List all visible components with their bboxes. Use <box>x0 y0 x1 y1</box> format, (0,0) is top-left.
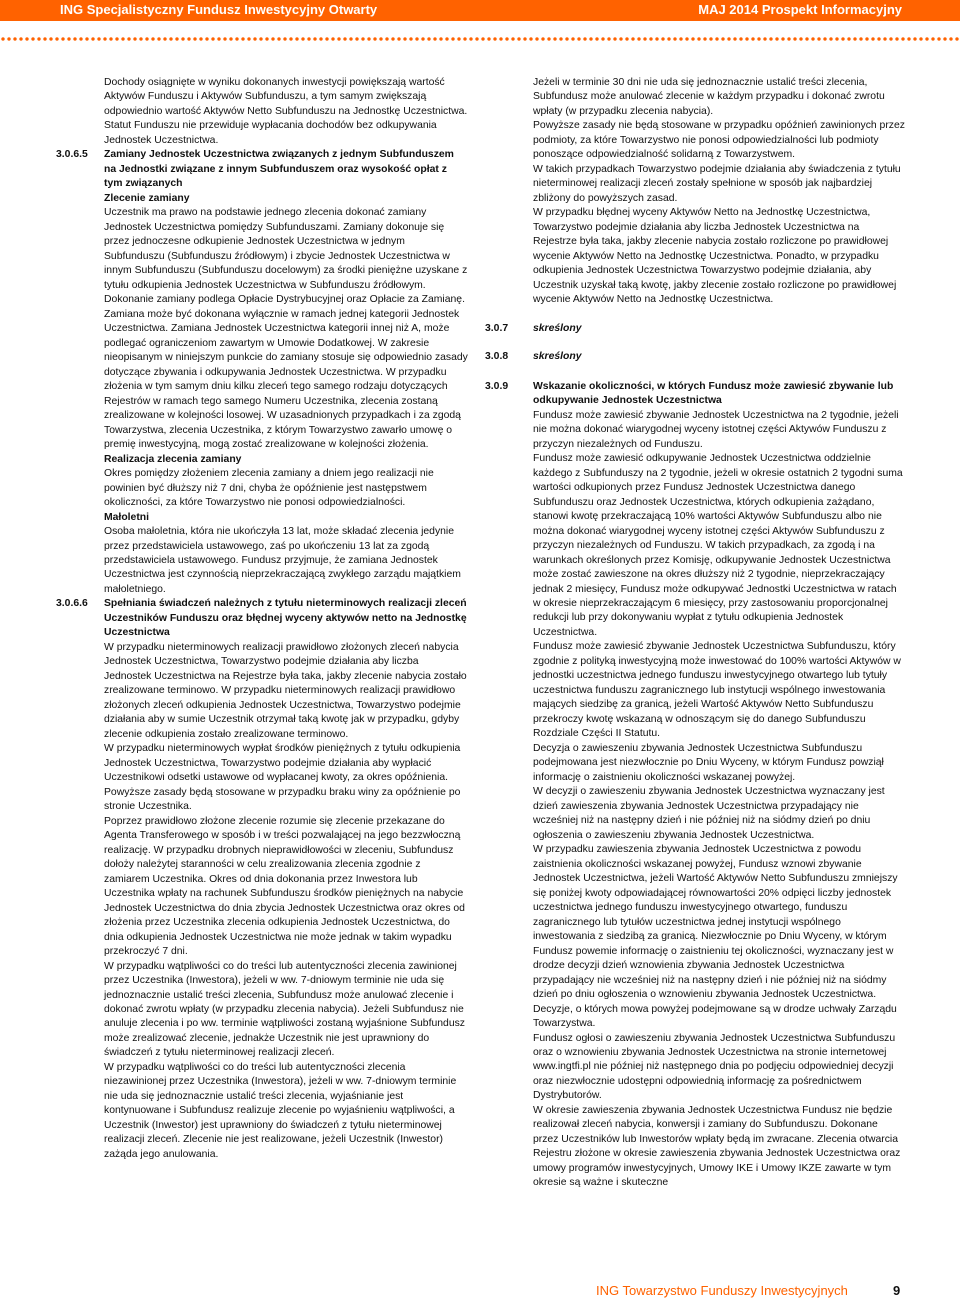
footer-company-name: ING Towarzystwo Funduszy Inwestycyjnych <box>596 1283 848 1298</box>
section-3-0-7 <box>485 322 905 336</box>
paragraph: W przypadku błędnej wyceny Aktywów Netto na Jednostkę Uczestnictwa, Towarzystwo podejmie działania aby liczba Jednostek Uczestnictwa na Rejestrze była taka, jakby zlecenie nabycia zostało rozliczone po prawidłowej wycenie Aktywów Netto na Jednostkę Uczestnictwa. Ponadto, w przypadku odkupienia Jednostek Uczestnictwa Towarzystwo podejmie działania, aby Uczestnik uzyskał taką kwotę, jakby zlecenie zostało rozliczone po prawidłowej wycenie Aktywów Netto na Jednostkę Uczestnictwa. <box>533 207 897 306</box>
paragraph: Decyzja o zawieszeniu zbywania Jednostek Uczestnictwa Subfunduszu podejmowana jest niezwłocznie po Dniu Wyceny, w którym Fundusz powziął informację o zaistnieniu okoliczności wskazanej powyżej. <box>533 742 884 783</box>
paragraph: Decyzje, o których mowa powyżej podejmowane są w drodze uchwały Zarządu Towarzystwa. <box>533 1003 897 1030</box>
paragraph: Poprzez prawidłowo złożone zlecenie rozumie się zlecenie przekazane do Agenta Transferowego w sposób i w treści pozwalającej na jego bezzwłoczną realizację. W przypadku drobnych nieprawidłowości w zleceniu, Subfundusz dołoży należytej staranności w celu zrealizowania zlecenia zgodnie z zamiarem Uczestnika. Okres od dnia dokonania przez Inwestora lub Uczestnika wpłaty na rachunek Subfunduszu środków pieniężnych na nabycie Jednostek Uczestnictwa do dnia zbycia Jednostek Uczestnictwa oraz okres od złożenia przez Uczestnika zlecenia odkupienia Jednostek Uczestnictwa, do dnia odkupienia Jednostek Uczestnictwa nie może jednak w takim wypadku przekroczyć 7 dni. <box>104 815 465 958</box>
section-3-0-9 <box>485 380 905 1191</box>
paragraph: Fundusz może zawiesić zbywanie Jednostek Uczestnictwa Subfunduszu, który zgodnie z polityką inwestycyjną może inwestować do 100% wartości Aktywów w jednostki uczestnictwa jednego funduszu inwestycyjnego otwartego lub tytuły uczestnictwa funduszu zagranicznego lub instytucji wspólnego inwestowania mających siedzibę za granicą, jeżeli Wartość Aktywów Netto Subfunduszu przekroczy kwotę wskazaną w odnoszącym się do danego Subfunduszu Rozdziale Części II Statutu. <box>533 641 901 740</box>
paragraph: W przypadku nieterminowych realizacji prawidłowo złożonych zleceń nabycia Jednostek Uczestnictwa, Towarzystwo podejmie działania aby liczba Jednostek Uczestnictwa na Rejestrze była taka, jakby zlecenie nabycia zostało zrealizowane terminowo. W przypadku nieterminowych realizacji prawidłowo złożonych zleceń odkupienia Jednostek Uczestnictwa, Towarzystwo podejmie działania aby w sumie Uczestnik otrzymał taką kwotę jak w przypadku, gdyby zlecenie odkupienia zostało zrealizowane terminowo. <box>104 641 467 740</box>
page-number: 9 <box>893 1283 901 1298</box>
section-title: skreślony <box>533 322 582 334</box>
intro-section <box>56 76 468 148</box>
paragraph: Okres pomiędzy złożeniem zlecenia zamiany a dniem jego realizacji nie powinien być dłuższy niż 7 dni, chyba że opóźnienie jest następstwem okoliczności, za które Towarzystwo nie ponosi odpowiedzialności. <box>104 468 434 509</box>
section-title: Spełniania świadczeń należnych z tytułu nieterminowych realizacji zleceń Uczestników Funduszu oraz błędnej wyceny aktywów netto na Jednostkę Uczestnictwa <box>104 598 467 639</box>
section-number: 3.0.7 <box>485 322 509 334</box>
section-number: 3.0.8 <box>485 351 509 363</box>
subheading: Realizacja zlecenia zamiany <box>104 453 242 465</box>
paragraph: Jeżeli w terminie 30 dni nie uda się jednoznacznie ustalić treści zlecenia, Subfundusz może anulować zlecenie w każdym przypadku i dokonać zwrotu wpłaty (w przypadku zlecenia nabycia). <box>533 77 885 117</box>
document-title: ING Specjalistyczny Fundusz Inwestycyjny Otwarty <box>60 2 378 17</box>
section-title: Wskazanie okoliczności, w których Fundusz może zawiesić zbywanie lub odkupywanie Jednostek Uczestnictwa <box>533 380 894 407</box>
right-column <box>485 76 905 1191</box>
paragraph: W przypadku wątpliwości co do treści lub autentyczności zlecenia niezawinionej przez Uczestnika (Inwestora), jeżeli w ww. 7-dniowym terminie nie uda się jednoznacznie ustalić treści zlecenia, wyjaśnianie jest kontynuowane i Subfundusz realizuje zlecenie po wyjaśnieniu wątpliwości, a Uczestnik (Inwestor) jest uprawniony do świadczeń z tytułu nieterminowej realizacji zleceń. Zlecenie nie jest realizowane, jeżeli Uczestnik (Inwestor) zażąda jego anulowania. <box>104 1061 457 1160</box>
paragraph: W przypadku zawieszenia zbywania Jednostek Uczestnictwa z powodu zaistnienia okoliczności wskazanej powyżej, Fundusz wznowi zbywanie Jednostek Uczestnictwa, jeżeli Wartość Aktywów Netto Subfunduszu zmniejszy się poniżej kwoty odpowiadającej równowartości 20% odpięci liczby jednostek uczestnictwa jednego funduszu inwestycyjnego otwartego, funduszu zagranicznego lub tytułów uczestnictwa jednej instytucji wspólnego inwestowania z siedzibą za granicą. Niezwłocznie po Dniu Wyceny, w którym Fundusz powemie informację o zaistnieniu tej okoliczności, wyznaczany jest w drodze decyzji dzień wznowienia zbywania Jednostek Uczestnictwa przypadający nie wcześniej niż na następny dzień i nie później niż na siódmy dzień po dniu ogłoszenia o wznowieniu zbywania Jednostek Uczestnictwa. <box>533 844 898 1001</box>
paragraph: Fundusz może zawiesić zbywanie Jednostek Uczestnictwa na 2 tygodnie, jeżeli nie można dokonać wiarygodnej wyceny istotnej części Aktywów Funduszu z przyczyn niezależnych od Funduszu. <box>533 409 899 450</box>
section-number: 3.0.9 <box>485 380 509 392</box>
header-bar <box>0 0 960 21</box>
paragraph: Uczestnik ma prawo na podstawie jednego zlecenia dokonać zamiany Jednostek Uczestnictwa pomiędzy Subfunduszami. Zamiany dokonuje się przez jednoczesne odkupienie Jednostek Uczestnictwa w jednym Subfunduszu (Subfunduszu źródłowym) i zbycie Jednostek Uczestnictwa w innym Subfunduszu (Subfunduszu docelowym) za środki pieniężne uzyskane z tytułu odkupienia Jednostek Uczestnictwa w Subfunduszu źródłowym. Dokonanie zamiany podlega Opłacie Dystrybucyjnej oraz Opłacie za Zamianę. Zamiana może być dokonana wyłącznie w ramach jednej kategorii Jednostek Uczestnictwa. Zamiana Jednostek Uczestnictwa kategorii innej niż A, może podlegać ograniczeniom zawartym w Umowie Dodatkowej. W zakresie nieopisanym w niniejszym punkcie do zamiany stosuje się odpowiednio zasady dotyczące zbywania i odkupywania Jednostek Uczestnictwa. W przypadku złożenia w tym samym dniu kilku zleceń tego samego rodzaju dotyczących Rejestrów w ramach tego samego Numeru Uczestnika, zlecenia zostaną zrealizowane w kolejności losowej. W uzasadnionych przypadkach i za zgodą Towarzystwa, zlecenia Uczestnika, z którym Towarzystwo zawarło umowę o premię inwestycyjną, mogą zostać zrealizowane w kolejności złożenia. <box>104 207 468 451</box>
dotted-divider <box>0 36 960 42</box>
paragraph: W przypadku wątpliwości co do treści lub autentyczności zlecenia zawinionej przez Uczestnika (Inwestora), jeżeli w ww. 7-dniowym terminie nie uda się jednoznacznie ustalić treści zlecenia, Subfundusz może anulować zlecenie i dokonać zwrotu wpłaty (w przypadku zlecenia nabycia). Jeżeli Subfundusz nie anuluje zlecenia i po ww. terminie wątpliwości zostaną wyjaśnione Subfundusz może zrealizować zlecenie, jednakże Uczestnik nie jest uprawniony do świadczeń z tytułu nieterminowej realizacji zleceń. <box>104 960 465 1059</box>
paragraph: W takich przypadkach Towarzystwo podejmie działania aby świadczenia z tytułu nieterminowej realizacji zleceń zostały spełnione w sposób jak najbardziej zbliżony do powyższych zasad. <box>533 163 901 204</box>
document-date-and-type: MAJ 2014 Prospekt Informacyjny <box>698 2 902 17</box>
section-3-0-6-6 <box>56 597 468 1162</box>
subheading: Zlecenie zamiany <box>104 192 190 204</box>
section-number: 3.0.6.5 <box>56 149 88 161</box>
paragraph: W przypadku nieterminowych wypłat środków pieniężnych z tytułu odkupienia Jednostek Uczestnictwa, Towarzystwo podejmie działania aby wypłacić Uczestnikowi odsetki ustawowe od wypłacanej kwoty, za okres opóźnienia. <box>104 743 461 784</box>
section-title: Zamiany Jednostek Uczestnictwa związanych z jednym Subfunduszem na Jednostki związane z innym Subfunduszem oraz wysokość opłat z tym związanych <box>104 149 454 190</box>
paragraph: Fundusz może zawiesić odkupywanie Jednostek Uczestnictwa oddzielnie każdego z Subfunduszy na 2 tygodnie, jeżeli w okresie ostatnich 2 tygodni suma wartości odkupionych przez Fundusz Jednostek Uczestnictwa danego Subfunduszu oraz Jednostek Uczestnictwa, których odkupienia zażądano, stanowi kwotę przekraczającą 10% wartości Aktywów Subfunduszu albo nie można dokonać wiarygodnej wyceny istotnej części Aktywów Subfunduszu z przyczyn niezależnych od Funduszu. W takich przypadkach, za zgodą i na warunkach określonych przez Komisję, odkupywanie Jednostek Uczestnictwa może zostać zawieszone na okres dłuższy niż 2 tygodnie, nieprzekraczający jednak 2 miesięcy, Fundusz może odkupywać Jednostki Uczestnictwa w ratach w okresie nieprzekraczającym 6 miesięcy, przy zastosowaniu proporcjonalnej redukcji lub przy dokonywaniu wypłat z tytułu odkupienia Jednostek Uczestnictwa. <box>533 453 903 638</box>
section-3-0-6-5 <box>56 148 468 597</box>
paragraph: W okresie zawieszenia zbywania Jednostek Uczestnictwa Fundusz nie będzie realizował zleceń nabycia, konwersji i zamiany do Subfunduszu. Dokonane przez Uczestników lub Inwestorów wpłaty będą im zwracane. Zlecenia otwarcia Rejestru złożone w okresie zawieszenia zbywania Jednostek Uczestnictwa oraz umowy programów inwestycyjnych, Umowy IKE i Umowy IKZE zawarte w tym okresie są ważne i skuteczne <box>533 1104 901 1189</box>
paragraph: W decyzji o zawieszeniu zbywania Jednostek Uczestnictwa wyznaczany jest dzień zawieszenia zbywania Jednostek Uczestnictwa przypadający nie wcześniej niż na następny dzień i nie później niż na siódmy dzień po dniu ogłoszenia o zawieszeniu zbywania Jednostek Uczestnictwa. <box>533 786 885 841</box>
section-title: skreślony <box>533 351 582 363</box>
continued-section <box>485 76 905 308</box>
left-column <box>56 76 468 1162</box>
paragraph: Osoba małoletnia, która nie ukończyła 13 lat, może składać zlecenia jedynie przez przedstawiciela ustawowego, zaś po ukończeniu 13 lat za zgodą przedstawiciela ustawowego. Fundusz przyjmuje, że zamiana Jednostek Uczestnictwa jest czynnością nieprzekraczającą zwykłego zarządu majątkiem małoletniego. <box>104 526 461 595</box>
section-3-0-8 <box>485 350 905 364</box>
paragraph: Powyższe zasady będą stosowane w przypadku braku winy za opóźnienie po stronie Uczestnika. <box>104 786 461 813</box>
section-number: 3.0.6.6 <box>56 598 88 610</box>
paragraph: Fundusz ogłosi o zawieszeniu zbywania Jednostek Uczestnictwa Subfunduszu oraz o wznowieniu zbywania Jednostek Uczestnictwa na stronie internetowej www.ingtfi.pl nie później niż następnego dnia po podjęciu odpowiedniej decyzji oraz niezwłocznie udostępni odpowiednią informację za pośrednictwem Dystrybutorów. <box>533 1032 896 1102</box>
intro-paragraph: Dochody osiągnięte w wyniku dokonanych inwestycji powiększają wartość Aktywów Funduszu i Aktywów Subfunduszu, a tym samym zwiększają odpowiednio wartość Aktywów Netto Subfunduszu na Jednostkę Uczestnictwa. Statut Funduszu nie przewiduje wypłacania dochodów bez odkupywania Jednostek Uczestnictwa. <box>104 77 468 146</box>
paragraph: Powyższe zasady nie będą stosowane w przypadku opóźnień zawinionych przez podmioty, za które Towarzystwo nie ponosi odpowiedzialności lub podmioty ponoszące odpowiedzialność solidarną z Towarzystwem. <box>533 120 905 161</box>
subheading: Małoletni <box>104 511 150 523</box>
